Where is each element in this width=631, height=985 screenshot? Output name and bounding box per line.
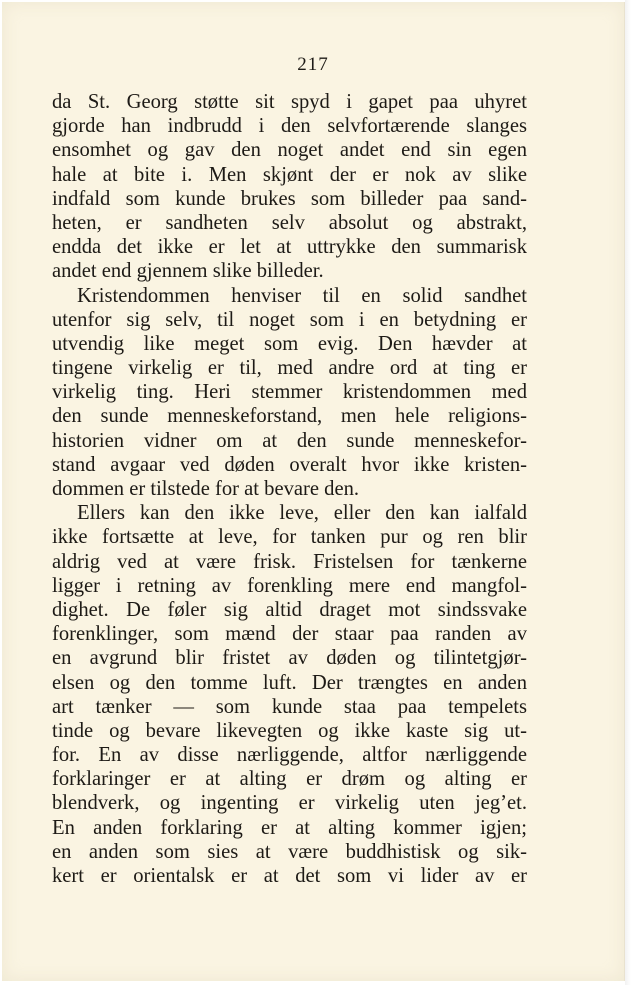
text-line: tinde og bevare likevegten og ikke kaste sig ut- — [52, 719, 527, 742]
body-text — [52, 90, 527, 888]
text-line: blendverk, og ingenting er virkelig uten jeg’et. — [52, 792, 527, 815]
text-line: art tænker — som kunde staa paa tempelets — [52, 695, 527, 718]
text-line: stand avgaar ved døden overalt hvor ikke kristen- — [52, 453, 527, 476]
text-line: elsen og den tomme luft. Der trængtes en anden — [52, 671, 527, 694]
text-line: dommen er tilstede for at bevare den. — [52, 478, 360, 500]
scan-edge — [625, 0, 631, 985]
text-line: forenklinger, som mænd der staar paa randen av — [52, 623, 527, 646]
text-line: en avgrund blir fristet av døden og tilintetgjør- — [52, 647, 527, 670]
text-line: dighet. De føler sig altid draget mot sindssvake — [52, 598, 527, 621]
text-line: indfald som kunde brukes som billeder paa sand- — [52, 187, 527, 210]
text-line: virkelig ting. Heri stemmer kristendommen med — [52, 381, 527, 404]
text-line: andet end gjennem slike billeder. — [52, 260, 324, 283]
text-line: Ellers kan den ikke leve, eller den kan ialfald — [77, 502, 527, 525]
text-line: ligger i retning av forenkling mere end mangfol- — [52, 574, 527, 597]
text-line: Kristendommen henviser til en solid sandhet — [77, 284, 527, 307]
text-line: hale at bite i. Men skjønt der er nok av slike — [52, 163, 527, 186]
text-line: utenfor sig selv, til noget som i en betydning er — [52, 308, 527, 331]
book-page — [2, 2, 627, 981]
text-line: kert er orientalsk er at det som vi lider av er — [52, 865, 527, 887]
text-line: aldrig ved at være frisk. Fristelsen for tænkerne — [52, 550, 527, 573]
page-number: 217 — [297, 54, 329, 75]
text-line: forklaringer er at alting er drøm og alting er — [52, 768, 527, 791]
text-line: den sunde menneskeforstand, men hele religions- — [52, 405, 527, 428]
text-line: historien vidner om at den sunde menneskefor- — [52, 429, 527, 452]
text-line: da St. Georg støtte sit spyd i gapet paa uhyret — [52, 91, 527, 113]
text-line: heten, er sandheten selv absolut og abstrakt, — [52, 211, 527, 234]
text-line: En anden forklaring er at alting kommer igjen; — [52, 816, 527, 839]
text-line: utvendig like meget som evig. Den hævder at — [52, 332, 527, 355]
text-line: en anden som sies at være buddhistisk og sik- — [52, 840, 527, 863]
text-line: tingene virkelig er til, med andre ord at ting er — [52, 357, 527, 380]
text-line: endda det ikke er let at uttrykke den summarisk — [52, 236, 527, 259]
text-line: for. En av disse nærliggende, altfor nærliggende — [52, 744, 527, 767]
text-line: ensomhet og gav den noget andet end sin egen — [52, 139, 527, 162]
text-line: gjorde han indbrudd i den selvfortærende slanges — [52, 115, 527, 138]
text-line: ikke fortsætte at leve, for tanken pur og ren blir — [52, 526, 527, 549]
